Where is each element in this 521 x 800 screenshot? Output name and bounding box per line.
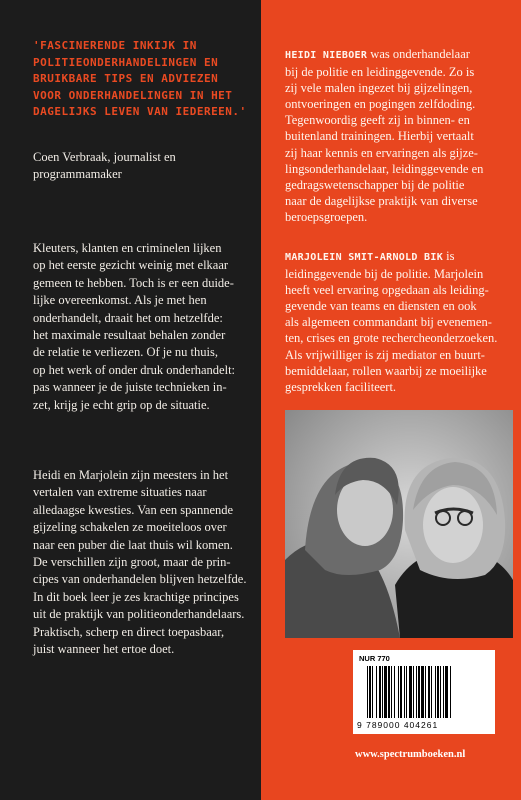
blurb-line: uit de praktijk van politieonderhandelaars. <box>33 607 245 622</box>
blurb-line: cipes van onderhandelen blijven hetzelfde. <box>33 572 247 587</box>
bio-line: bij de politie en leidinggevende. Zo is <box>285 65 475 80</box>
blurb-line: het maximale resultaat behalen zonder <box>33 328 226 343</box>
barcode-bar <box>404 666 405 718</box>
quote-line: 'FASCINERENDE INKIJK IN <box>33 39 197 52</box>
bio-line: buitenland trainingen. Hierbij vertaalt <box>285 129 474 144</box>
bio-line-rest: is <box>443 249 455 263</box>
author-photo-illustration <box>285 410 513 638</box>
barcode-bar <box>406 666 407 718</box>
barcode-bar <box>391 666 392 718</box>
blurb-line: gijzeling schakelen ze moeiteloos over <box>33 520 227 535</box>
bio-line: lingsonderhandelaar, leidinggevende en <box>285 161 484 176</box>
quote-line: DAGELIJKS LEVEN VAN IEDEREEN.' <box>33 105 247 118</box>
blurb-line: zet, krijg je echt grip op de situatie. <box>33 397 210 412</box>
bio-line: naar de dagelijkse praktijk van diverse <box>285 193 478 208</box>
bio-line-rest: was onderhandelaar <box>367 47 470 61</box>
barcode-bar <box>421 666 424 718</box>
author-bio-marjolein <box>285 248 517 395</box>
blurb-paragraph-2 <box>33 467 258 658</box>
barcode-bar <box>450 666 451 718</box>
publisher-website[interactable]: www.spectrumboeken.nl <box>355 749 466 760</box>
bio-line: Tegenwoordig geeft zij in binnen- en <box>285 113 470 128</box>
barcode-bar <box>409 666 412 718</box>
attribution-line: Coen Verbraak, journalist en <box>33 150 176 164</box>
blurb-paragraph-1 <box>33 240 258 414</box>
barcode-bar <box>388 666 390 718</box>
author-photo <box>285 410 513 638</box>
attribution-line: programmamaker <box>33 167 122 181</box>
blurb-line: pas wanneer je de juiste technieken in- <box>33 380 227 395</box>
bio-line: als algemeen commandant bij evenemen- <box>285 315 492 330</box>
barcode-bar <box>398 666 399 718</box>
barcode-bar <box>428 666 430 718</box>
blurb-line: Praktisch, scherp en direct toepasbaar, <box>33 624 225 639</box>
blurb-line: onderhandelt, draait het om hetzelfde: <box>33 310 223 325</box>
endorsement-quote <box>33 38 255 121</box>
blurb-line: lijke overeenkomst. Als je met hen <box>33 293 207 308</box>
quote-attribution <box>33 149 255 183</box>
blurb-line: In dit boek leer je zes krachtige principes <box>33 589 239 604</box>
bio-line: gevende van teams en diensten en ook <box>285 299 477 314</box>
nur-code: NUR 770 <box>359 654 390 663</box>
barcode-bar <box>379 666 381 718</box>
bio-line: ontvoeringen en pogingen zelfdoding. <box>285 97 476 112</box>
blurb-line: de relatie te verliezen. Of je nu thuis, <box>33 345 218 360</box>
blurb-line: op het werk of onder druk onderhandelt: <box>33 362 236 377</box>
quote-line: VOOR ONDERHANDELINGEN IN HET <box>33 88 233 102</box>
barcode-bar <box>413 666 414 718</box>
quote-line: BRUIKBARE TIPS EN ADVIEZEN <box>33 72 219 85</box>
bio-line: ten, crises en grote rechercheonderzoeken. <box>285 331 498 346</box>
barcode-bar <box>369 666 371 718</box>
barcode-bar <box>435 666 436 718</box>
blurb-line: op het eerste gezicht weinig met elkaar <box>33 258 229 273</box>
bio-line: leidinggevende bij de politie. Marjolein <box>285 267 484 282</box>
bio-line: beroepsgroepen. <box>285 209 368 224</box>
blurb-line: Heidi en Marjolein zijn meesters in het <box>33 468 229 482</box>
isbn-number: 9 789000 404261 <box>357 720 439 730</box>
barcode-label <box>353 650 495 734</box>
author-name: MARJOLEIN SMIT-ARNOLD BIK <box>285 252 444 263</box>
bio-line: zij vele malen ingezet bij gijzelingen, <box>285 81 473 96</box>
blurb-line: alledaagse kwesties. Van een spannende <box>33 502 234 517</box>
barcode-bar <box>445 666 448 718</box>
blurb-line: gemeen te hebben. Toch is er een duide- <box>33 275 234 290</box>
bio-line: heeft veel ervaring opgedaan als leiding- <box>285 283 489 298</box>
barcode-bar <box>400 666 402 718</box>
barcode-bar <box>384 666 387 718</box>
barcode-bar <box>418 666 420 718</box>
barcode-bar <box>376 666 377 718</box>
blurb-line: De verschillen zijn groot, maar de prin- <box>33 555 231 570</box>
blurb-line: vertalen van extreme situaties naar <box>33 485 207 500</box>
bio-line: gesprekken faciliteert. <box>285 379 397 394</box>
blurb-line: Kleuters, klanten en criminelen lijken <box>33 241 222 255</box>
barcode-bar <box>443 666 444 718</box>
barcode-bar <box>394 666 395 718</box>
author-name: HEIDI NIEBOER <box>285 50 368 61</box>
barcode-bar <box>440 666 441 718</box>
blurb-line: juist wanneer het ertoe doet. <box>33 642 175 657</box>
author-bio-heidi <box>285 46 517 225</box>
blurb-line: naar een puber die laat thuis wil komen. <box>33 537 233 552</box>
bio-first-line <box>285 46 517 64</box>
barcode-bar <box>382 666 383 718</box>
bio-line: bemiddelaar, rollen waarbij ze moeilijke <box>285 363 487 378</box>
barcode-bar <box>372 666 373 718</box>
bio-first-line <box>285 248 517 266</box>
barcode-bar <box>431 666 432 718</box>
bio-line: gedragswetenschapper bij de politie <box>285 177 465 192</box>
quote-line: POLITIEONDERHANDELINGEN EN <box>33 55 219 69</box>
bio-line: zij haar kennis en ervaringen als gijze- <box>285 145 478 160</box>
bio-line: Als vrijwilliger is zij mediator en buurt- <box>285 347 485 362</box>
barcode-bar <box>437 666 439 718</box>
barcode-bar <box>367 666 368 718</box>
barcode-icon <box>367 666 485 718</box>
barcode-bar <box>425 666 426 718</box>
barcode-bar <box>416 666 417 718</box>
